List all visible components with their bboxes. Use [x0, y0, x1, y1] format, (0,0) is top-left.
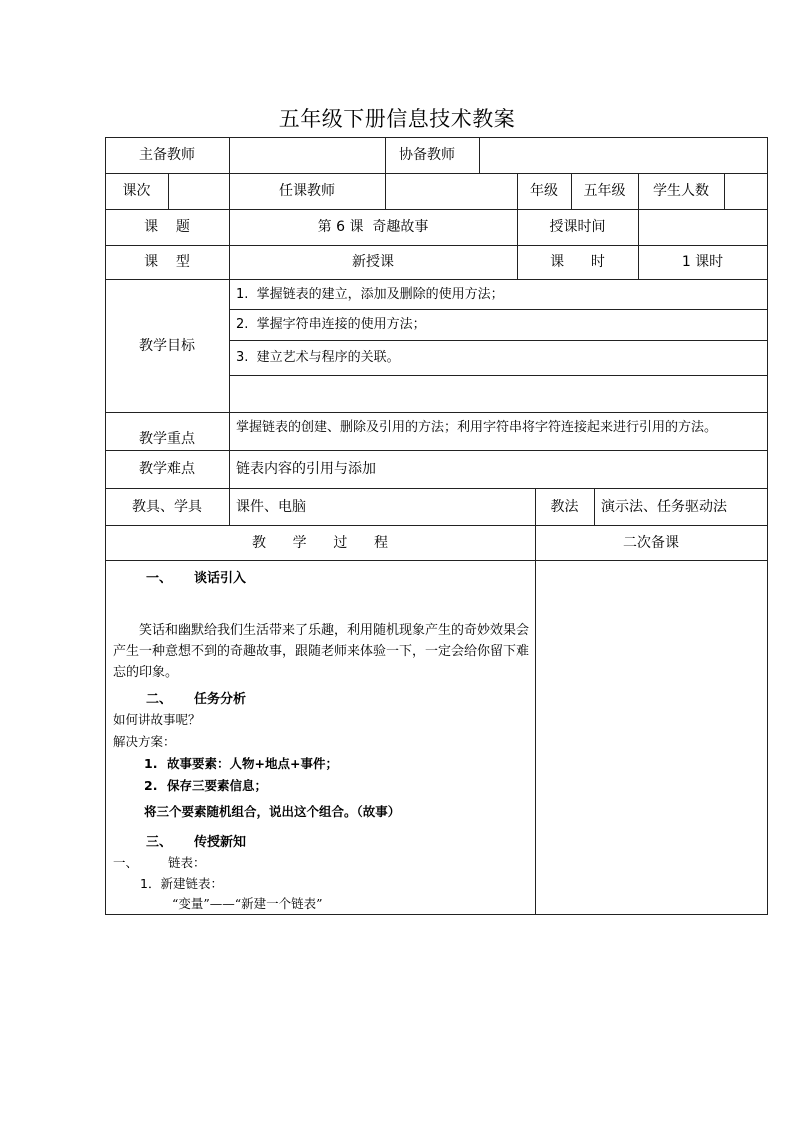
students-label: 学生人数 — [653, 183, 709, 199]
process-header: 教 学 过 程 — [251, 534, 389, 551]
subsection-detail: “变量”——“新建一个链表” — [172, 896, 323, 911]
list-item: 保存三要素信息； — [167, 778, 268, 793]
subsection-number: 一、 — [113, 855, 139, 870]
intro-paragraph: 笑话和幽默给我们生活带来了乐趣，利用随机现象产生的奇妙效果会产生一种意想不到的奇趣故事，跟随老师来体验一下，一定会给你留下难忘的印象。 — [113, 623, 530, 680]
teacher-label: 任课教师 — [279, 183, 335, 199]
subsection-title: 链表： — [168, 855, 206, 870]
tools-label: 教具、学具 — [132, 498, 202, 515]
tools-value: 课件、电脑 — [236, 498, 306, 515]
teacher-value[interactable] — [385, 173, 517, 209]
method-value: 演示法、任务驱动法 — [601, 498, 727, 515]
objective-item-2: 2. 掌握字符串连接的使用方法； — [236, 317, 426, 332]
lesson-time-value[interactable] — [638, 209, 767, 245]
section-3-title: 传授新知 — [194, 835, 247, 850]
co-teacher-value[interactable] — [479, 137, 767, 173]
section-2-number: 二、 — [146, 692, 173, 707]
hours-value: 1 课时 — [681, 254, 724, 270]
lead-teacher-value[interactable] — [229, 137, 385, 173]
type-value: 新授课 — [352, 254, 394, 270]
question-text: 如何讲故事呢？ — [113, 712, 201, 727]
list-item: 故事要素：人物+地点+事件； — [167, 756, 338, 771]
page-title: 五年级下册信息技术教案 — [278, 107, 516, 131]
section-2-title: 任务分析 — [194, 692, 247, 707]
combine-text: 将三个要素随机组合，说出这个组合。（故事） — [144, 804, 401, 819]
hours-label: 课 时 — [550, 254, 605, 270]
list-item-number: 1. — [144, 756, 158, 771]
method-label: 教法 — [550, 498, 579, 515]
grade-value: 五年级 — [583, 183, 626, 199]
subsection-item: 1．新建链表： — [140, 876, 223, 891]
section-1-number: 一、 — [146, 571, 173, 586]
revision-header: 二次备课 — [623, 534, 679, 551]
revision-notes-area[interactable] — [536, 561, 767, 914]
section-3-number: 三、 — [146, 835, 173, 850]
objectives-label: 教学目标 — [139, 337, 195, 354]
type-label: 课 型 — [144, 254, 190, 270]
lesson-time-label: 授课时间 — [549, 219, 606, 235]
lesson-no-label: 课次 — [122, 183, 151, 199]
lead-teacher-label: 主备教师 — [139, 147, 195, 163]
lesson-no-value[interactable] — [168, 173, 229, 209]
key-points-value: 掌握链表的创建、删除及引用的方法；利用字符串将字符连接起来进行引用的方法。 — [236, 419, 718, 435]
objective-item-3: 3. 建立艺术与程序的关联。 — [236, 350, 400, 365]
grade-label: 年级 — [530, 183, 558, 199]
objective-item-1: 1. 掌握链表的建立，添加及删除的使用方法； — [236, 286, 504, 302]
table-line — [105, 914, 768, 915]
key-points-label: 教学重点 — [139, 431, 195, 447]
students-value[interactable] — [724, 173, 767, 209]
difficulties-label: 教学难点 — [139, 461, 195, 477]
table-line — [767, 137, 768, 915]
section-1-title: 谈话引入 — [194, 571, 247, 586]
topic-label: 课 题 — [144, 219, 190, 235]
difficulties-value: 链表内容的引用与添加 — [236, 461, 376, 477]
solution-label: 解决方案： — [113, 734, 176, 749]
co-teacher-label: 协备教师 — [399, 147, 455, 163]
list-item-number: 2. — [144, 778, 158, 793]
topic-value: 第 6 课 奇趣故事 — [317, 219, 429, 235]
objective-item-4[interactable] — [229, 375, 767, 412]
